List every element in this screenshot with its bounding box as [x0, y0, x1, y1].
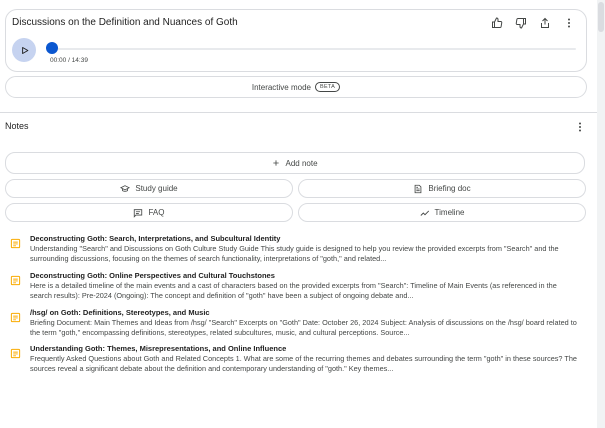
- note-body: Here is a detailed timeline of the main events and a cast of characters based on the provided excerpts from "Search": Timeline of Main Events (as referenced in the search results): Pre-2024 (Ongoing): The concept and definition of "goth" have been a subject of ongoing debate and...: [30, 281, 557, 300]
- briefing-doc-button[interactable]: [298, 179, 586, 198]
- timeline-label: Timeline: [434, 208, 465, 217]
- plus-icon: [272, 159, 280, 167]
- note-title: /hsg/ on Goth: Definitions, Stereotypes, and Music: [30, 308, 210, 317]
- note-body: Understanding "Search" and Discussions on Goth Culture Study Guide This study guide is designed to help you review the provided excerpts from "Search" and the surrounding discussions, focusing on the themes of search functionality, interpretations of "goth," and related...: [30, 244, 559, 263]
- note-title: Deconstructing Goth: Online Perspectives and Cultural Touchstones: [30, 271, 275, 280]
- faq-button[interactable]: [5, 203, 293, 222]
- thumbs-down-icon[interactable]: [514, 16, 528, 30]
- note-icon: [10, 348, 21, 359]
- note-item[interactable]: [10, 271, 580, 301]
- faq-label: FAQ: [148, 208, 165, 217]
- scrollbar-thumb[interactable]: [598, 2, 604, 32]
- note-title: Understanding Goth: Themes, Misrepresentations, and Online Influence: [30, 344, 287, 353]
- audio-title: Discussions on the Definition and Nuances of Goth: [12, 17, 238, 28]
- play-icon: [20, 46, 29, 55]
- divider: [0, 112, 597, 113]
- notes-heading: Notes: [5, 121, 29, 131]
- note-title: Deconstructing Goth: Search, Interpretations, and Subcultural Identity: [30, 234, 281, 243]
- note-item[interactable]: [10, 308, 580, 338]
- note-item[interactable]: [10, 344, 580, 374]
- graduation-cap-icon: [120, 184, 130, 194]
- timeline-button[interactable]: [298, 203, 586, 222]
- interactive-mode-label: Interactive mode: [251, 82, 311, 92]
- note-icon: [10, 238, 21, 249]
- time-display: 00:00 / 14:39: [50, 57, 88, 64]
- notes-more-vert-icon[interactable]: [573, 120, 587, 134]
- play-button[interactable]: [12, 38, 36, 62]
- trending-icon: [420, 208, 430, 218]
- more-vert-icon[interactable]: [562, 16, 576, 30]
- scrollbar[interactable]: [597, 0, 605, 428]
- share-icon[interactable]: [538, 16, 552, 30]
- add-note-label: Add note: [285, 158, 318, 168]
- progress-track[interactable]: [51, 48, 576, 50]
- briefing-doc-label: Briefing doc: [428, 184, 471, 193]
- note-item[interactable]: [10, 234, 580, 264]
- interactive-mode-button[interactable]: [5, 76, 587, 98]
- audio-actions: [490, 16, 576, 30]
- audio-overview-card: [5, 9, 587, 72]
- note-body: Briefing Document: Main Themes and Ideas from /hsg/ "Search" Excerpts on "Goth" Date: October 26, 2024 Subject: Analysis of discussions on the /hsg/ board related to the term "goth," encompassing definitions, stereotypes, related subcultures, music, and cultural perceptions. Source...: [30, 318, 577, 337]
- beta-badge: BETA: [315, 82, 340, 92]
- chat-icon: [133, 208, 143, 218]
- study-guide-label: Study guide: [135, 184, 178, 193]
- note-icon: [10, 312, 21, 323]
- thumbs-up-icon[interactable]: [490, 16, 504, 30]
- add-note-button[interactable]: [5, 152, 585, 174]
- progress-knob[interactable]: [46, 42, 58, 54]
- note-icon: [10, 275, 21, 286]
- study-guide-button[interactable]: [5, 179, 293, 198]
- note-body: Frequently Asked Questions about Goth and Related Concepts 1. What are some of the recurring themes and debates surrounding the term "goth" in these sources? The sources reveal a significant debate about the definition and contemporary understanding of "goth." Key themes...: [30, 354, 577, 373]
- document-icon: [413, 184, 423, 194]
